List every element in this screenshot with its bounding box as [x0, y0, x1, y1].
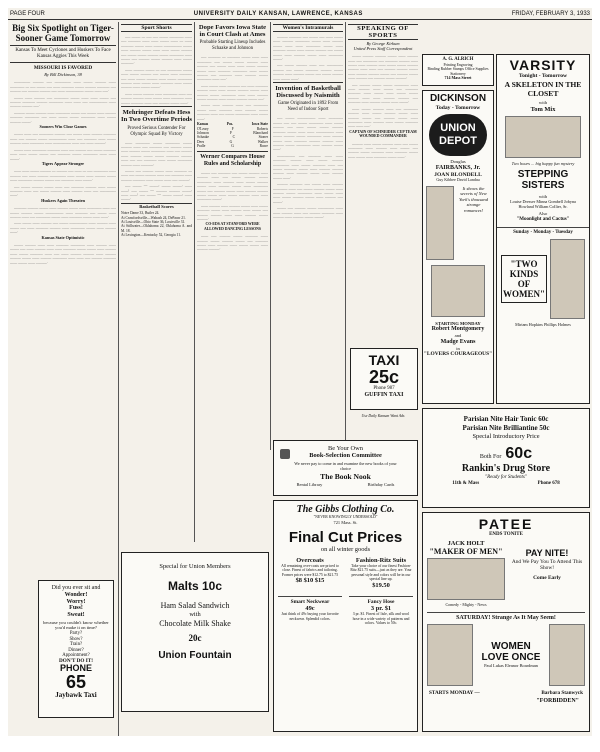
ad-gibbs-name: The Gibbs Clothing Co.: [296, 504, 395, 515]
ad-taxi-phone: Phone 987: [373, 386, 395, 391]
headline-naismith: Invention of Basketball Discussed by Naismith: [275, 85, 341, 100]
body-text: _____ ______ ____ ____ _______ ________ ____ ______ ____ _____ ___ ____ ______ ____ ____ _______ _____ _____ ____ ______ ____ _____ _______ ____ ___ ____ ______ ______ ____ ______ ______ _____ ____ ______ ________ ____ ____ ___ ______ _______ ____ _____ ____ ______.: [10, 242, 116, 264]
ad-dickinson-star2: JOAN BLONDELL: [434, 171, 482, 178]
headline-big-six: Big Six Spotlight on Tiger-Sooner Game Tomorrow: [12, 23, 114, 43]
subhead-missouri: MISSOURI IS FAVORED: [33, 65, 93, 71]
ad-list-item: Dinner?: [68, 647, 84, 653]
ad-line: Fuss!: [69, 605, 83, 612]
column-speaking-of-sports: [348, 22, 418, 352]
ad-line: Wonder!: [64, 591, 88, 598]
body-text: _____ ______ ______ _____ ____ ______ ____ ___ ________ ___ _______ ______ ____ _____ ____ ______ ____ _____ _____ ______ ______ ____ ____ ___ ______ ______ _____ ____ ______ ______ _____ ___ ______ _____ ____ ______ ___ ______ _____ ______. ___ ______ _____ _____ ________ ____ ____ ______ ____ _____ ___ _______ _______ ____ _____ ____ _____ _____ ______ ____ ____ ______ ______ ___ _______ ____ ______ _____ ____ _____. ____ _____ ______ ____ ___ ________ ______ ____ _____ ______ _____ ____ ______ _____ ___ ______ _____ ____ ________ ____ ______ ____ _____ _______ ____ ____ ___.: [348, 53, 418, 128]
portrait-photo: [427, 624, 473, 686]
ad-varsity-theatre: VARSITY Tonight - Tomorrow A SKELETON IN THE CLOSET with Tom Mix Two hours ... big happy fun mystery STEPPING SISTERS with Louise Dresser Minna Gombell Jobyna Howland William Collier, Sr. Also "Moonlight and Cactus" Sunday - Monday - Tuesday "TWO KINDS OF WOMEN" Miriam Hopkins Phillips Holmes: [496, 54, 590, 404]
column-rule: [118, 22, 119, 736]
deck-big-six: Kansas To Meet Cyclones and Huskers To Face Kansas Aggies This Week: [15, 48, 111, 59]
ad-item-overcoats: Overcoats All remaining over-coats are priced to close. Finest of fabrics and tailoring. Former prices were $12.75 to $21.75 $8 $10 $15: [281, 556, 339, 585]
byline-affiliation: United Press Staff Correspondent: [353, 45, 413, 51]
lineup-row: O'Leary F Roberts: [197, 126, 268, 131]
deck-mehringer: Proved Serious Contender For Olympic Squad By Victory: [127, 125, 186, 137]
portrait-photo: [431, 265, 485, 317]
lineup-row: Johnson F Blanchard: [197, 130, 268, 135]
ad-company-name: Jaybawk Taxi: [55, 691, 97, 700]
ad-taxi-title: TAXI: [368, 352, 400, 368]
lineup-row: Dees G Walker: [197, 139, 268, 144]
page-header: [8, 8, 592, 20]
score-line: At Stillwater—Oklahoma 22, Oklahoma A. and M. 18.: [121, 224, 192, 233]
ad-list-item: Appointment?: [62, 653, 90, 659]
ad-line: Did you ever sit and: [51, 585, 101, 591]
ad-book-services: Rental Library Birthday Cards: [296, 482, 395, 487]
page-number: PAGE FOUR: [10, 10, 45, 17]
ad-phone-label: PHONE: [59, 663, 92, 674]
ad-rankins-drug-store: Parisian Nite Hair Tonic 60c Parisian Nite Brilliantine 50c Special Introductory Price Both For 60c Rankin's Drug Store "Ready for Students" 11th & Mass Phone 678: [422, 408, 590, 508]
section-head: CO-EDS AT STANFORD WERE ALLOWED DANCING LESSONS: [204, 222, 261, 231]
ad-question: because you couldn't know whether you'd make it on time?: [43, 619, 109, 631]
ad-gibbs-headline: Final Cut Prices: [288, 528, 403, 546]
column-rule: [345, 22, 346, 450]
ad-item-suits: Fashion-Ritz Suits Take your choice of our finest Fashion-Ritz $21.75 suits—just as they are. Your personal style and colors will be in our special line up. $19.50: [350, 556, 412, 589]
portrait-photo: [426, 186, 454, 260]
column-womens-intramurals: [273, 22, 343, 452]
ad-union-name: Union Fountain: [158, 650, 232, 661]
byline-dickinson: By Bill Dickinson, 38: [44, 72, 82, 77]
headline-werner: Werner Compares House Rules and Scholarship: [200, 153, 265, 167]
body-text: ______ ____ _____ ______ ____ ___ _____ ________ ____ ______ ____ _____ ___ ______ _____ _______ ____ _______ _____ ____ _____ ____ _______ _____ ____.: [348, 140, 418, 158]
ad-union-title: Special for Union Members: [159, 563, 231, 570]
ad-gibbs-clothing: [273, 500, 418, 732]
ad-dickinson-when: Today - Tomorrow: [435, 105, 481, 111]
issue-date: FRIDAY, FEBRUARY 3, 1933: [511, 10, 590, 17]
column-sport-shorts: [121, 22, 192, 477]
section-basketball-scores: Basketball Scores: [121, 203, 192, 209]
ad-phone-number: 65: [65, 672, 87, 693]
lineup-row: Kansas Pos. Iowa State: [197, 122, 268, 127]
lineup-table: [197, 122, 268, 148]
ad-taxi-price: 25c: [368, 367, 400, 387]
ad-book-top: Be Your Own: [328, 445, 363, 452]
column-title-speaking-of-sports: SPEAKING OF SPORTS: [348, 24, 418, 40]
ad-gibbs-tag: "NEVER KNOWINGLY UNDERSOLD": [313, 515, 378, 519]
film-still: [505, 116, 581, 158]
score-line: At Crawfordsville—Wabash 24, DePauw 21.: [121, 215, 186, 220]
ad-guffin-taxi: [350, 348, 418, 410]
body-text: _____ ____ ___ ________ ______ ___ _____ ____ ______ _______ ____ ___ ______ _____ __________ ____ ___ _______ ____ _____ ______ ____ ________ ____ __________ ____ ___ ____ ______. _____ ____ ________ _______ ____ ___ ______ ___ _____ _______ ____ ____ _____ _____ ___ _______ _____ ________ ____ ____ _____.: [10, 131, 116, 160]
section-head: CAPTAIN OF SCHNEIDER CUP TEAM WOUNDED COMMANDER: [349, 129, 417, 139]
article-big-six: [10, 22, 116, 582]
paper-name: UNIVERSITY DAILY KANSAN, LAWRENCE, KANSAS: [193, 10, 363, 17]
ad-tag: DON'T DO IT!: [59, 658, 93, 665]
ad-gibbs-address: 721 Mass. St.: [333, 519, 358, 525]
ad-union-fountain: [121, 552, 269, 712]
ad-book-mid: Book-Selection Committee: [309, 452, 382, 459]
newspaper-page: [8, 8, 592, 736]
deck-naismith: Game Originated in 1892 From Need of Indoor Sport: [277, 101, 339, 113]
ad-union-sandwich: Ham Salad Sandwich: [160, 601, 230, 610]
ad-dickinson-star: FAIRBANKS, Jr.: [435, 164, 481, 171]
ad-list-item: Train?: [69, 642, 83, 648]
portrait-photo: [550, 239, 585, 319]
ad-book-text: We never pay to come in and examine the new books of your choice: [294, 461, 397, 472]
want-ads-note: Use Daily Kansan Want Ads: [361, 414, 405, 418]
section-head: Tigers Appear Stronger: [41, 160, 85, 166]
body-text: ___ _____ __________ ____ ________ _____ ___ ___ _____ ________ ____ _____ ______ ___ ____ _____ _____ ______ _______ _____ ____ ____ __________ ____ _____ ______ _____ ________ ____ ______ _____ ____ _______ ______ ______ ____ ______ _____ ________ ____ ______ _____ ____. __________ ___ _______ ____ ____ _______ ______ ____ _____ ______ _________ ____ _____ _______ ____ ___ _____ _______ _____ ____ ______ ______ ______ ____ ______ _____ ____ ______ _____ ____. ______ _______ ___ _____ ____ ______ ________ ____ ___ _____ ______ _____ ____ ______ _____ ________ ____ _____ ____ ____ _____ ______ _____ ____ ______ ___ _____. _____ ___ ______ _____ _________ ____ ____ ______ ____ ___ ______ _______ ____ ______ ____ ______ _____ _____.: [273, 115, 343, 218]
ad-dickinson-pitch: It shows the secrets of New York's thousand strange romances!: [458, 186, 489, 213]
body-text: _______ ______ _____ ____ ______ _____ ____ ________ ____ ___ _____ ______ _____ __________ ____ _______ ___ _____ ____ ______ ____ ___ ________ _____ ____ _______ _____ ____ ____. ____ _____ ____ ______ ___ _____ __________ ____ ______ ____ _____ ___ ____ _______ ______ ____ ________ _____ ____ ______ ____.: [10, 205, 116, 234]
ad-union-malts: Malts 10c: [167, 579, 223, 593]
ad-item-neckwear: Smart Neckwear 49c Just think of 49c buying your favorite neckwear. Splendid colors.: [278, 596, 342, 626]
ad-varsity-film2: STEPPING SISTERS: [517, 168, 569, 191]
ad-taxi-name: GUFFIN TAXI: [364, 392, 404, 398]
body-text: ____ ____ _____ ______ __ ______ ___ ____ __ ___ ________ ____ ______ ___ ____ ______ _________ ____ _____ ____ ______ _____ ____ ________ ______ _____ ___ _______ ____ _____. ___ _____ ______ _____ ____ ___ _______ ______ ____ _____ _______ ____ ___ _____ ______ ____ ______ ____ ___ _________ ____.: [10, 168, 116, 197]
ad-alrich-name: A. G. ALRICH: [442, 57, 474, 62]
ad-jaybawk-taxi: [38, 580, 114, 718]
ad-varsity-name: VARSITY: [509, 57, 577, 73]
ad-patee-name: PATEE: [478, 516, 534, 532]
ad-dickinson-name: DICKINSON: [429, 93, 487, 104]
ad-alrich-printing: A. G. ALRICH Printing Engraving Binding Rubber Stamps Office Supplies Stationery 714 Mass Street: [422, 54, 494, 86]
ad-list-item: Show?: [69, 636, 83, 642]
ad-rankins-price: 60c: [505, 445, 533, 462]
ad-patee-theatre: PATEE ENDS TONITE JACK HOLT "MAKER OF MEN" Comedy - Mighty - News PAY NITE! And We Pay You To Attend This Show! Come Early SATURDAY! Strange As It May Seem! WOMEN LOVE ONCE Paul Lukas Eleanor Boardman STARTS MONDAY — Barbara Stanwyck "FORBIDDEN": [422, 512, 590, 732]
ad-gibbs-sub: on all winter goods: [320, 545, 371, 553]
ad-patee-film: "MAKER OF MEN": [429, 547, 503, 556]
ad-line: Worry!: [66, 598, 86, 605]
column-title-sport-shorts: Sport Shorts: [121, 24, 192, 32]
ad-varsity-film3: "TWO KINDS OF WOMEN": [501, 255, 547, 303]
headline-mehringer: Mehringer Defeats Hess In Two Overtime Periods: [121, 109, 192, 124]
film-still: [427, 558, 505, 600]
section-head: Huskers Again Threaten: [41, 197, 85, 203]
body-text: ___ _______ __ _______ _____ ____ ____ ________ ___ _____ _____ ______ ____ ______ ___ _____ ____ ____ _____ ______ _____ ____ _______ ________ ____ _____ ______ ___ _______ ____ ______ _____ ________ ____ ___. ____ _____ ____ _______ ___ ____ _______ ______ ____ ____ _____ ______ _____ ____ ______ _____ ________ ____ ____ ______ _____ ______ ____ _____ ______ _____ ___. _____ ____ ______ ____ ___ ________ _____ ____ _______ ____ ______ _____ _______ ____ ___ _____ ________ ____ _____ ____.: [197, 54, 268, 120]
ad-union-price: 20c: [188, 633, 202, 643]
body-text: ______ _______ ___ _____ ___ ____ _____ ____ ______ ________ _____ ____ ______ _____ ____ ____ ________ _____ ____ _______ _____ ____ _____ ______ ___ _____ _____ ____ ______ _____ ____ ________ _____. ___ _____ ______ ____ ___ _________ ______ ___ _____ _______ ______ _____ ______ ____ ______ _____ ___ _____ ______ ____ _____ ____.: [273, 34, 343, 80]
score-line: At Louisville—Ohio State 36, Louisville 31.: [121, 220, 186, 224]
portrait-photo: [549, 624, 585, 686]
ad-book-name: The Book Nook: [320, 472, 371, 482]
column-title-womens-intramurals: Women's Intramurals: [273, 24, 343, 32]
section-head: Sooners Win Close Games: [39, 124, 87, 130]
body-text: _____ ___ _______ ___ _____ ______ ____ ______ ____ ___ _____ ______ _____ ________ ____ ______ ____ _____ ______ _____ ____ ______ _____ ____ ________ _____ ___ ______ _____ ____ ______ ______ _____ _____ ____ _____ ______ ____ ____ ________ _____. ____ ______ ____ ______ _____ ____ _____ _______ _____ ____ ______ ____ _____ ___ ______ ______ ____ ____ ______ _____ ______.: [197, 169, 268, 220]
deck-dope-favors: Probable Starting Lineup Includes Schaake and Johnson: [199, 40, 266, 52]
book-icon: [280, 449, 290, 459]
section-head: Kansas State Optimistic: [41, 234, 85, 240]
ad-dickinson-theatre: DICKINSON Today - Tomorrow UNION DEPOT Douglas FAIRBANKS, Jr. JOAN BLONDELL Guy Kibbee David Landau It shows the secrets of New York's thousand strange romances! STARTING MONDAY Robert Montgomery and Madge Evans in "LOVERS COURAGEOUS": [422, 90, 494, 404]
ad-item-hose: Fancy Hose 3 pr. $1 3 pr. $1. Finest of lisle, silk and wool hose in a wide variety of patterns and colors. Values to 50c.: [349, 596, 413, 626]
ad-patee-star: JACK HOLT: [447, 540, 485, 547]
article-dope-favors: [197, 22, 268, 477]
body-text: ____ ________ _____ ________ _____ ______ ____ ___ _______ ___ ______ _____ ____ ______ _____ ________ ____ ___ ______ ____ ______ _____ _____ _______ ______ ____ ___ ___ _______ ____ _____ ________ ______ ____ _______. _____ ___ ______ _____ ____ _______ __ ____ ___ _____ ______ ____ ___ _______ ____ ______ _______ ____ _____ ____ ___ ______. ___ _____ — _____, _____ _____, ____ ____; ___ _____ — ______ ______ _____, ____ ____; ___ _____ — _____ _____, ____ _____.: [121, 139, 192, 201]
score-line: Notre Dame 33, Butler 24.: [121, 211, 160, 216]
ad-union-shake: Chocolate Milk Shake: [159, 619, 231, 628]
ad-union-with: with: [189, 611, 201, 618]
column-rule: [194, 22, 195, 542]
ad-rankins-name: Rankin's Drug Store: [461, 463, 551, 474]
body-text: _________ ______ ___ _________ ____ _____ ______ ____ ________ __ ___ _____ ___ ____ _______ _____ ______ _______ ___ ______ ___ ______ ______ ___ ____ __________ _____ ____ ___. _____ ____ ______ ___ ________ _____ ____ ____ _____ ___ ______ _______ ______ ________ ____ ____ ___ __________ ____ ______ ______ ___. ______ _____ ______ ____ ________ _____ ___ _____ ____ ______ _______ ________ ___ ____ _____ _____ ________ ____ _____ ______ _____.: [10, 79, 116, 123]
byline-kirkum: By George Kirkum: [366, 41, 400, 47]
headline-dope-favors: Dope Favors Iowa State in Court Clash at Ames: [198, 24, 267, 39]
lineup-row: Schaake C Stoner: [197, 135, 268, 140]
ad-book-nook: [273, 440, 418, 496]
ad-list-item: Party?: [69, 631, 83, 637]
lineup-row: Pralle G Ruwe: [197, 144, 268, 149]
ad-patee-pay-nite: PAY NITE!: [525, 548, 569, 558]
body-text: ___ _____ __ ___ ___ _____ ________ ____ ___ _______ ____ ____ _____ ____ __ ____ _______ _____ ____ _____ __________ _____ ____ ______ _____ ____ ____ _____ ______ ___ _____ _____ ______ _____ ________ ____ _____ ___ ______ _____ ______ ____ _____ _______. ____ ______ _____ __ ___ ________ _____ ____ _____ ______ ___ _____ ____ _______ ___ ____ _____ ______ ____ _____ ________ ______ ____ _____ ____ _______ ____ _____ ______ ____ _____ _____. ____ _____ ______ ____ ________ ____ ___ ______ ______ ____ _____ ____ _______ ____ _____ _______ ____ ___ ______ _____ ____.: [121, 34, 192, 104]
body-text: ____ ___ ______ _____ _______ ____ ______ _____ ______ _____ ___ _______ _____ ____ ______ ____ _____ _____ ____ ______ ______.: [197, 233, 268, 251]
column-rule: [270, 22, 271, 450]
ad-patee-film2: WOMEN LOVE ONCE: [481, 641, 541, 664]
score-line: At Lexington—Kentucky 52, Georgia 11.: [121, 233, 181, 238]
ad-line: Sweat!: [67, 612, 85, 619]
ad-dickinson-film: UNION DEPOT: [429, 114, 487, 156]
ad-varsity-film: A SKELETON IN THE CLOSET: [504, 80, 582, 98]
